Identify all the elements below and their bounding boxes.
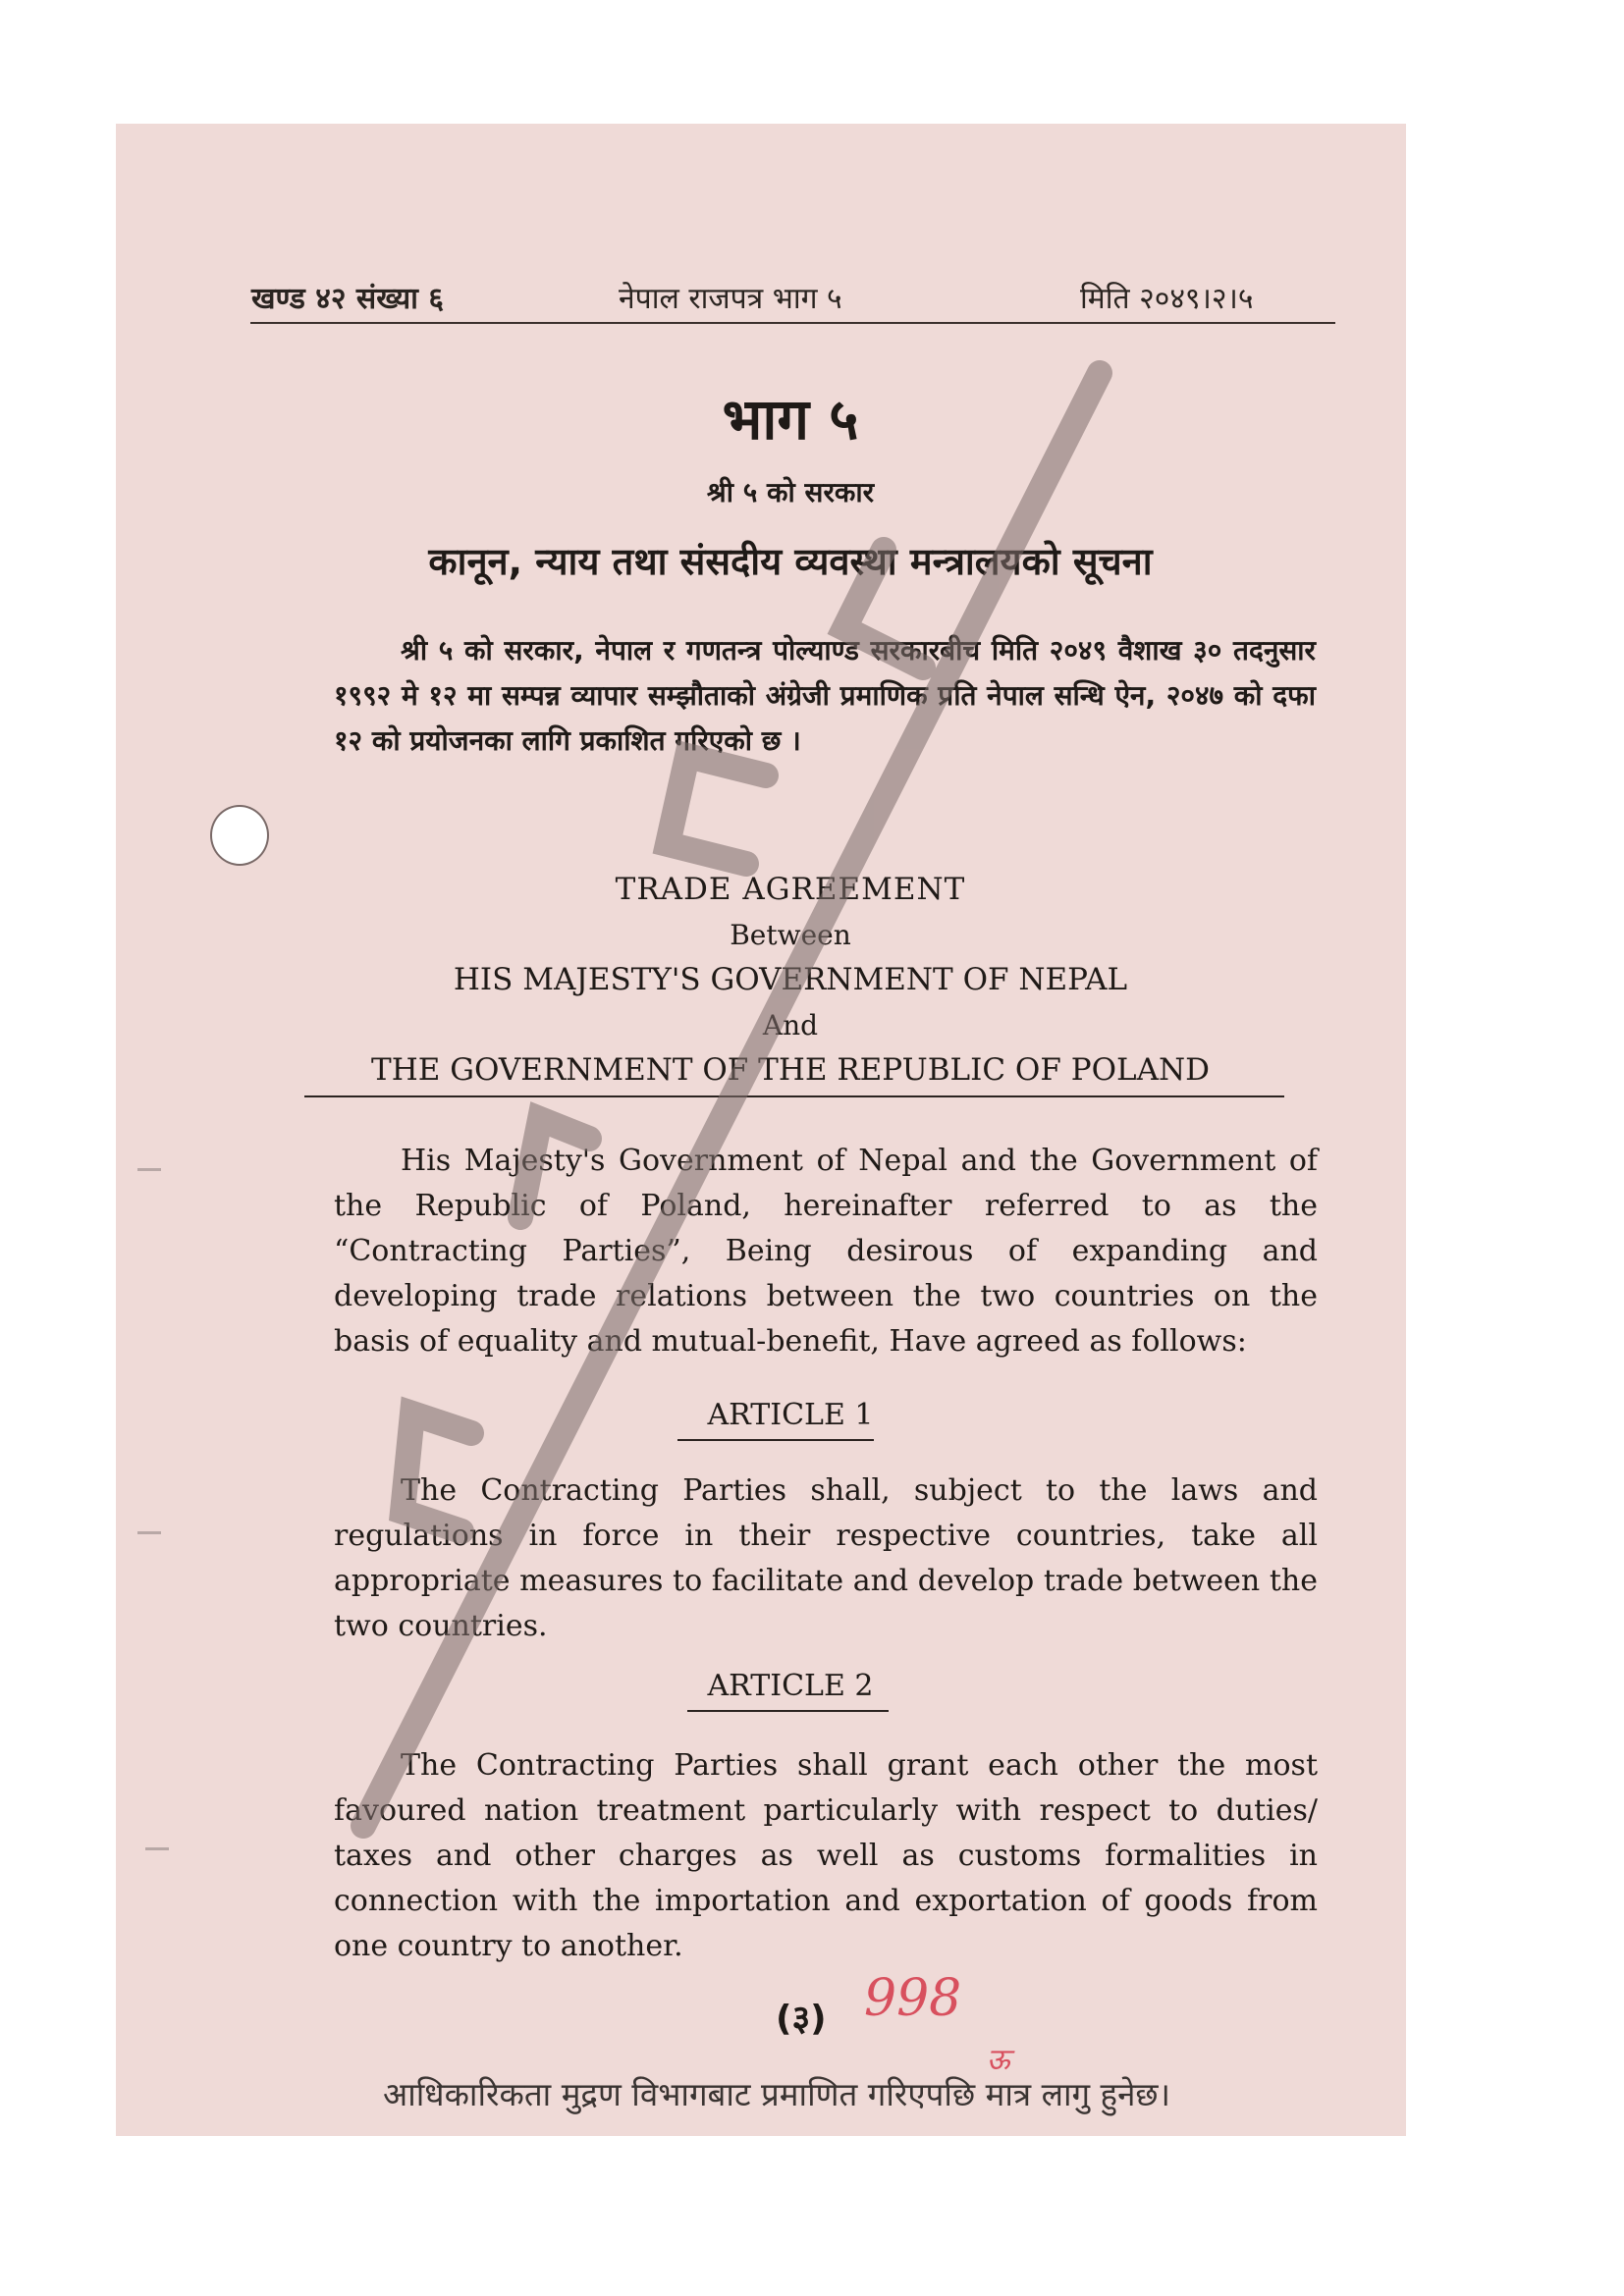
header-rule (250, 322, 1335, 324)
handwritten-number: 998 (864, 1969, 962, 2028)
agreement-party-poland: THE GOVERNMENT OF THE REPUBLIC OF POLAND (371, 1052, 1210, 1088)
handwritten-initial: ऊ (987, 2043, 1010, 2077)
header-date: मिति २०४९।२।५ (1080, 282, 1254, 316)
government-heading: श्री ५ को सरकार (706, 476, 875, 508)
article-2-text: The Contracting Parties shall grant each other the most favoured nation treatment particularly with respect to duties/ taxes and other charges as well as customs formalities in connection with the importation and exportation of goods from one country to another. (334, 1748, 1318, 1963)
agreement-and: And (762, 1009, 819, 1041)
page-number: (३) (776, 1999, 827, 2039)
margin-mark (137, 1531, 161, 1534)
article-1-heading: ARTICLE 1 (707, 1398, 874, 1432)
part-title: भाग ५ (722, 386, 859, 453)
punch-hole (210, 805, 269, 866)
header-gazette: नेपाल राजपत्र भाग ५ (619, 282, 842, 316)
nepali-paragraph: श्री ५ को सरकार, नेपाल र गणतन्त्र पोल्याण्ड सरकारबीच मिति २०४९ वैशाख ३० तदनुसार १९९२ मे १२ मा सम्पन्न व्यापार सम्झौताको अंग्रेजी प्रमाणिक प्रति नेपाल सन्धि ऐन, २०४७ को दफा १२ को प्रयोजनका लागि प्रकाशित गरिएको छ । (334, 634, 1316, 757)
preamble: His Majesty's Government of Nepal and the Government of the Republic of Poland, hereinafter referred to as the “Contracting Parties”, Being desirous of expanding and developing trade relations between the two countries on the basis of equality and mutual-benefit, Have agreed as follows: (334, 1144, 1318, 1359)
footer-note: आधिकारिकता मुद्रण विभागबाट प्रमाणित गरिएपछि मात्र लागु हुनेछ। (383, 2075, 1171, 2113)
article-1-text: The Contracting Parties shall, subject to the laws and regulations in force in their respective countries, take all appropriate measures to facilitate and develop trade between the two countries. (334, 1473, 1318, 1643)
article-1-underline (677, 1439, 874, 1441)
title-underline (304, 1095, 1284, 1097)
agreement-between: Between (730, 919, 851, 951)
header-volume: खण्ड ४२ संख्या ६ (251, 282, 444, 316)
article-2-underline (687, 1710, 889, 1712)
agreement-party-nepal: HIS MAJESTY'S GOVERNMENT OF NEPAL (453, 962, 1128, 997)
agreement-title: TRADE AGREEMENT (615, 872, 966, 907)
margin-mark (145, 1847, 169, 1850)
article-2-heading: ARTICLE 2 (707, 1669, 874, 1703)
ministry-notice: कानून, न्याय तथा संसदीय व्यवस्था मन्त्रालयको सूचना (428, 540, 1153, 583)
margin-mark (137, 1168, 161, 1171)
